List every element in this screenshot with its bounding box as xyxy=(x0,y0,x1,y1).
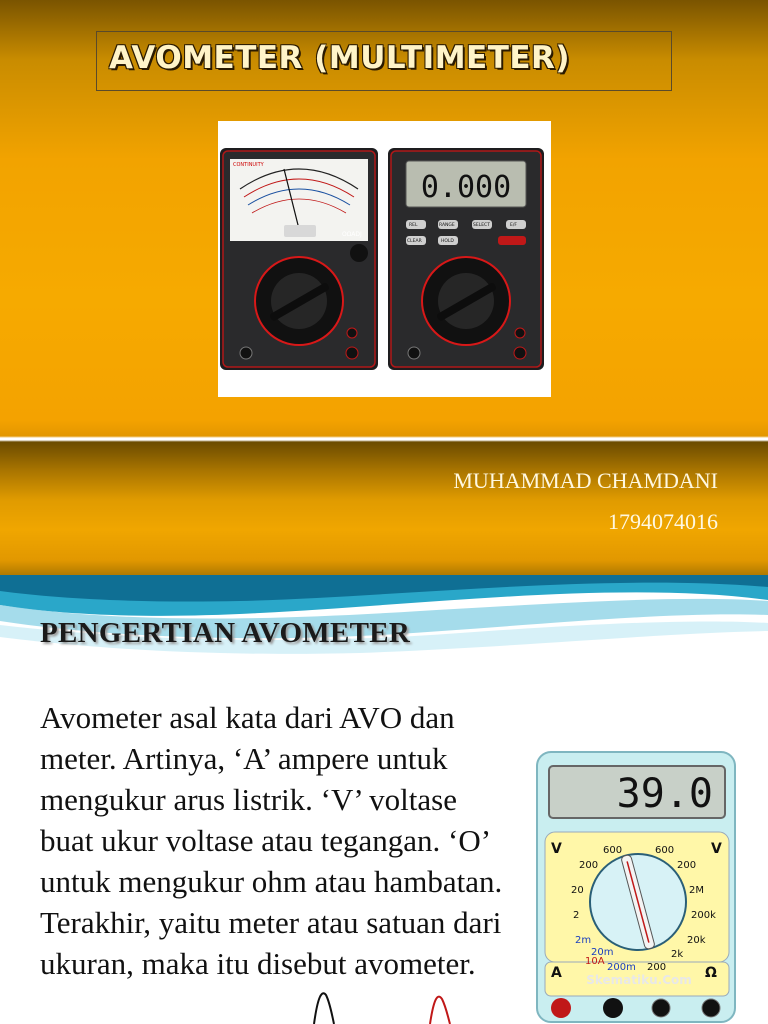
range-a-20m: 20m xyxy=(591,947,614,958)
range-a-10a: 10A xyxy=(585,956,605,967)
range-v-600: 600 xyxy=(603,845,623,856)
range-vac-200: 200 xyxy=(677,860,697,871)
meter-display-value: 39.0 xyxy=(616,771,713,817)
digital-display-value: 0.000 xyxy=(420,170,512,205)
range-ohm-20k: 20k xyxy=(687,935,706,946)
range-ohm-2k: 2k xyxy=(671,949,684,960)
waveform-sketch xyxy=(300,975,470,1024)
author-name: MUHAMMAD CHAMDANI xyxy=(453,468,718,493)
range-v-200: 200 xyxy=(579,860,599,871)
range-a-2m: 2m xyxy=(575,935,592,946)
slide-title: AVOMETER (MULTIMETER) xyxy=(109,40,571,76)
range-ohm-200k: 200k xyxy=(691,910,716,921)
hold-button: HOLD xyxy=(441,239,454,244)
watermark: Skematiku.Com xyxy=(586,973,692,987)
analog-multimeter-image xyxy=(220,148,378,370)
definition-slide xyxy=(0,575,768,1024)
slide-heading: PENGERTIAN AVOMETER xyxy=(40,617,411,649)
volt-dc-label: V xyxy=(551,841,562,857)
range-button: RANGE xyxy=(439,223,455,228)
author-id: 1794074016 xyxy=(608,509,718,534)
select-button: SELECT xyxy=(473,223,490,228)
amp-label: A xyxy=(551,965,562,981)
definition-paragraph: Avometer asal kata dari AVO dan meter. Artinya, ‘A’ ampere untuk mengukur arus listrik. ‘V’ voltase buat ukur voltase atau tegangan. ‘O’ untuk mengukur ohm atau hambatan. Terakhir, yaitu meter atau satuan dari ukuran, maka itu disebut avometer. xyxy=(40,700,503,981)
range-ohm-200: 200 xyxy=(647,962,667,973)
range-a-200m: 200m xyxy=(607,962,636,973)
multimeter-photo xyxy=(218,121,551,397)
range-vac-600: 600 xyxy=(655,845,675,856)
volt-ac-label: V xyxy=(711,841,722,857)
range-v-2: 2 xyxy=(573,910,580,921)
ohm-label: Ω xyxy=(705,965,717,981)
title-box xyxy=(96,31,672,91)
rel-button: REL xyxy=(409,223,418,228)
ef-button: E/F xyxy=(510,223,517,228)
clear-button: CLEAR xyxy=(407,239,422,244)
digital-multimeter-illustration xyxy=(535,750,739,1024)
range-v-20: 20 xyxy=(571,885,584,896)
digital-multimeter-image xyxy=(388,148,544,370)
analog-adj-label: OΩADJ xyxy=(342,231,362,238)
analog-brand: CONTINUITY xyxy=(233,162,264,168)
range-ohm-2m: 2M xyxy=(689,885,704,896)
author-block xyxy=(453,460,718,542)
